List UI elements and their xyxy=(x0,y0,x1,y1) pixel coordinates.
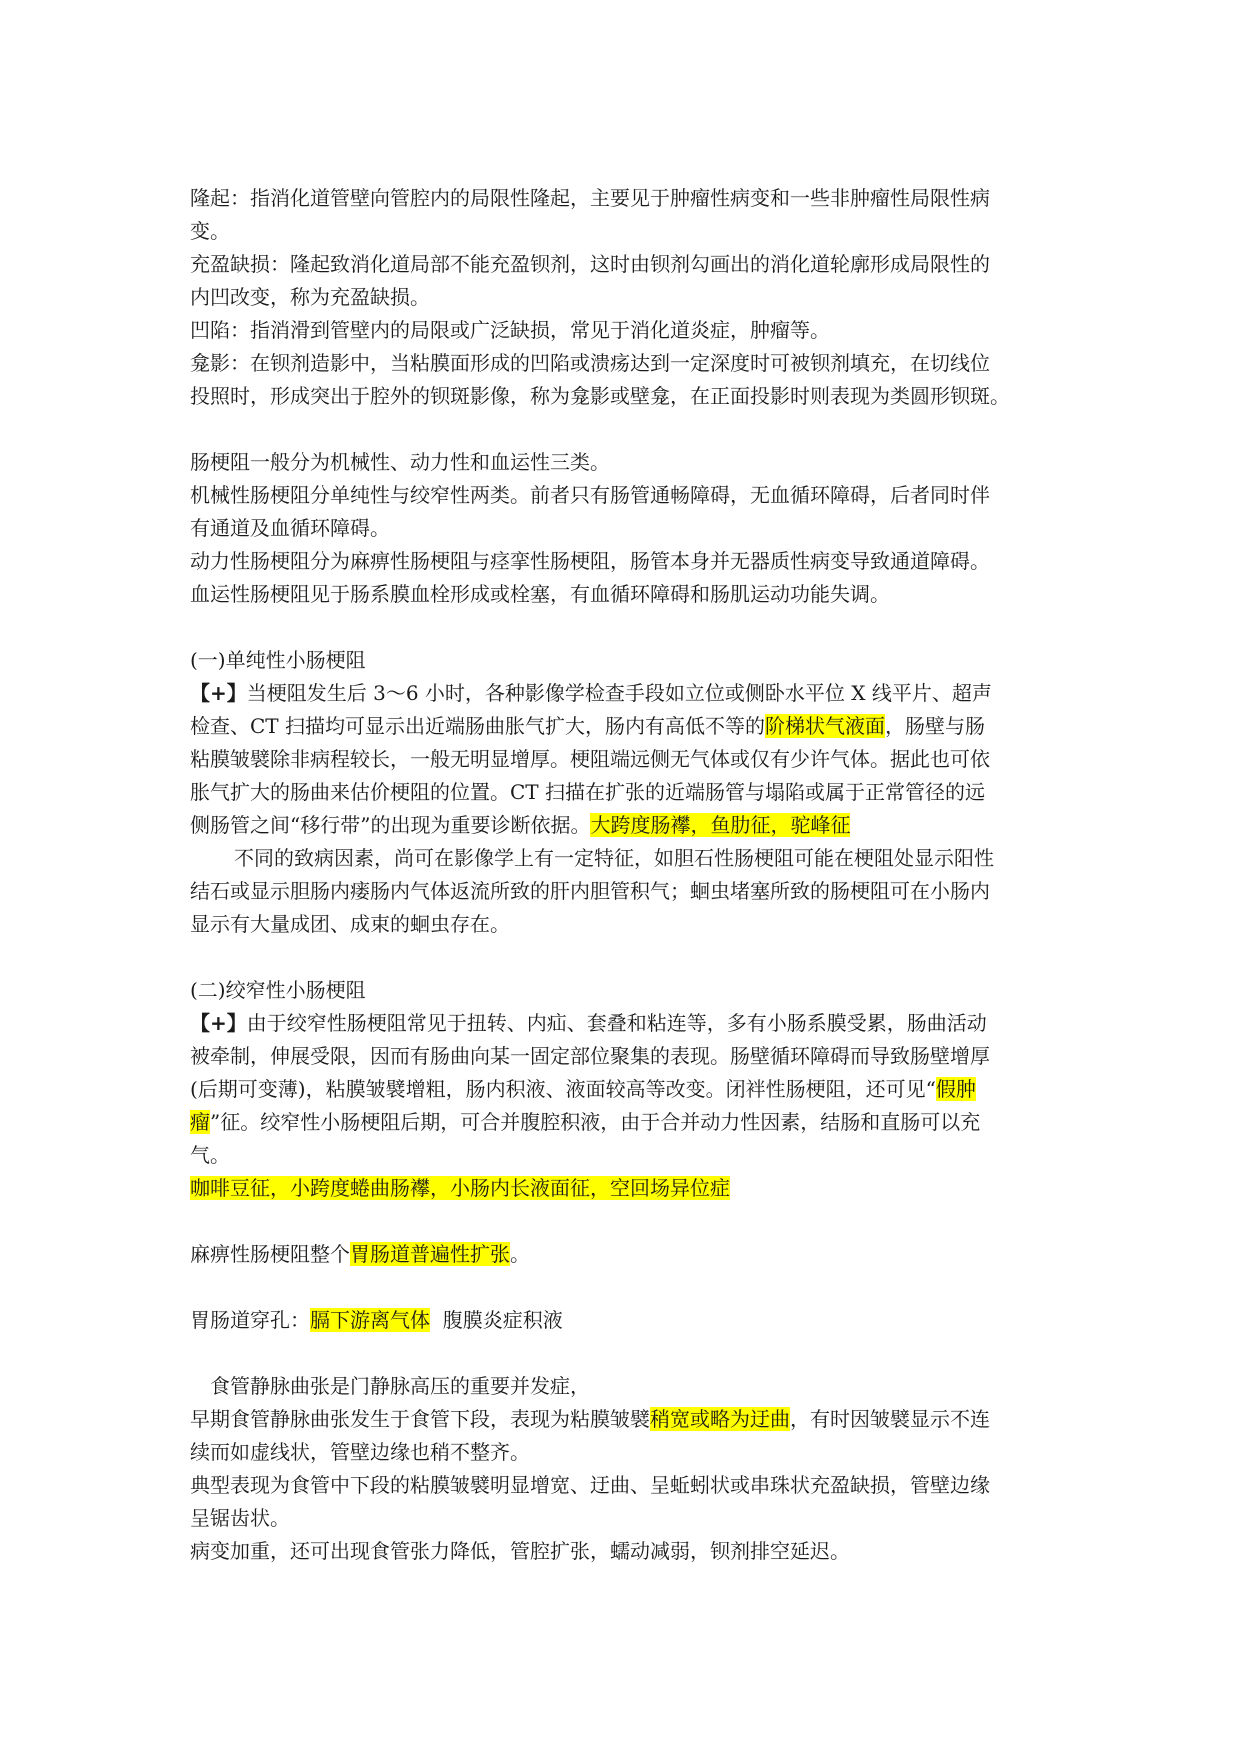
simple-line: 粘膜皱襞除非病程较长，一般无明显增厚。梗阻端远侧无气体或仅有少许气体。据此也可依 xyxy=(190,747,990,771)
section-heading-strangulated: (二)绞窄性小肠梗阻 xyxy=(190,978,366,1002)
strangulated-line: 瘤”征。绞窄性小肠梗阻后期，可合并腹腔积液，由于合并动力性因素，结肠和直肠可以充 xyxy=(190,1110,981,1134)
definition-line: 内凹改变，称为充盈缺损。 xyxy=(190,285,430,309)
section-heading-simple: (一)单纯性小肠梗阻 xyxy=(190,648,366,672)
obstruction-line: 血运性肠梗阻见于肠系膜血栓形成或栓塞，有血循环障碍和肠肌运动功能失调。 xyxy=(190,582,890,606)
document-body xyxy=(190,182,1070,1568)
highlighted-term: 假肿 xyxy=(935,1077,976,1101)
simple-line: 检查、CT 扫描均可显示出近端肠曲胀气扩大，肠内有高低不等的阶梯状气液面，肠壁与肠 xyxy=(190,714,985,738)
strangulated-line: 被牵制，伸展受限，因而有肠曲向某一固定部位聚集的表现。肠壁循环障碍而导致肠壁增厚 xyxy=(190,1044,990,1068)
highlighted-term: 稍宽或略为迂曲 xyxy=(650,1407,790,1431)
perforation-line: 胃肠道穿孔：膈下游离气体 腹膜炎症积液 xyxy=(190,1308,563,1332)
highlighted-signs: 咖啡豆征，小跨度蜷曲肠襻，小肠内长液面征，空回场异位症 xyxy=(190,1176,730,1200)
paragraph-gap xyxy=(190,941,1070,974)
simple-line: 侧肠管之间“移行带”的出现为重要诊断依据。大跨度肠襻，鱼肋征，驼峰征 xyxy=(190,813,851,837)
varices-line: 早期食管静脉曲张发生于食管下段，表现为粘膜皱襞稍宽或略为迂曲，有时因皱襞显示不连 xyxy=(190,1407,990,1431)
obstruction-line: 肠梗阻一般分为机械性、动力性和血运性三类。 xyxy=(190,450,610,474)
definition-line: 凹陷：指消滑到管壁内的局限或广泛缺损，常见于消化道炎症，肿瘤等。 xyxy=(190,318,830,342)
simple-line: 不同的致病因素，尚可在影像学上有一定特征，如胆石性肠梗阻可能在梗阻处显示阳性 xyxy=(234,846,994,870)
simple-line: 【+】当梗阻发生后 3～6 小时，各种影像学检查手段如立位或侧卧水平位 X 线平片、超声 xyxy=(190,681,992,705)
highlighted-signs: 大跨度肠襻，鱼肋征，驼峰征 xyxy=(590,813,851,837)
paragraph-gap xyxy=(190,413,1070,446)
strangulated-line: 气。 xyxy=(190,1143,230,1167)
definition-line: 变。 xyxy=(190,219,230,243)
definition-line: 龛影：在钡剂造影中，当粘膜面形成的凹陷或溃疡达到一定深度时可被钡剂填充，在切线位 xyxy=(190,351,990,375)
obstruction-line: 动力性肠梗阻分为麻痹性肠梗阻与痉挛性肠梗阻，肠管本身并无器质性病变导致通道障碍。 xyxy=(190,549,990,573)
paragraph-gap xyxy=(190,1337,1070,1370)
plus-mark: 【+】 xyxy=(190,681,247,705)
definition-line: 投照时，形成突出于腔外的钡斑影像，称为龛影或壁龛，在正面投影时则表现为类圆形钡斑。 xyxy=(190,384,1010,408)
simple-line: 胀气扩大的肠曲来估价梗阻的位置。CT 扫描在扩张的近端肠管与塌陷或属于正常管径的远 xyxy=(190,780,985,804)
definition-line: 充盈缺损：隆起致消化道局部不能充盈钡剂，这时由钡剂勾画出的消化道轮廓形成局限性的 xyxy=(190,252,990,276)
highlighted-term: 膈下游离气体 xyxy=(310,1308,430,1332)
obstruction-line: 有通道及血循环障碍。 xyxy=(190,516,390,540)
paragraph-gap xyxy=(190,1205,1070,1238)
definition-line: 隆起：指消化道管壁向管腔内的局限性隆起，主要见于肿瘤性病变和一些非肿瘤性局限性病 xyxy=(190,186,990,210)
paragraph-gap xyxy=(190,611,1070,644)
varices-line: 呈锯齿状。 xyxy=(190,1506,290,1530)
highlighted-term: 胃肠道普遍性扩张 xyxy=(350,1242,510,1266)
highlighted-term: 瘤 xyxy=(190,1110,210,1134)
varices-line: 病变加重，还可出现食管张力降低，管腔扩张，蠕动减弱，钡剂排空延迟。 xyxy=(190,1539,850,1563)
simple-line: 结石或显示胆肠内瘘肠内气体返流所致的肝内胆管积气；蛔虫堵塞所致的肠梗阻可在小肠内 xyxy=(190,879,990,903)
highlighted-term: 阶梯状气液面 xyxy=(765,714,885,738)
strangulated-line: 【+】由于绞窄性肠梗阻常见于扭转、内疝、套叠和粘连等，多有小肠系膜受累，肠曲活动 xyxy=(190,1011,987,1035)
varices-line: 食管静脉曲张是门静脉高压的重要并发症， xyxy=(210,1374,590,1398)
simple-line: 显示有大量成团、成束的蛔虫存在。 xyxy=(190,912,510,936)
varices-line: 典型表现为食管中下段的粘膜皱襞明显增宽、迂曲、呈蚯蚓状或串珠状充盈缺损，管壁边缘 xyxy=(190,1473,990,1497)
varices-line: 续而如虚线状，管壁边缘也稍不整齐。 xyxy=(190,1440,530,1464)
strangulated-line: (后期可变薄)，粘膜皱襞增粗，肠内积液、液面较高等改变。闭袢性肠梗阻，还可见“假肿 xyxy=(190,1077,976,1101)
plus-mark: 【+】 xyxy=(190,1011,247,1035)
paralytic-line: 麻痹性肠梗阻整个胃肠道普遍性扩张。 xyxy=(190,1242,530,1266)
obstruction-line: 机械性肠梗阻分单纯性与绞窄性两类。前者只有肠管通畅障碍，无血循环障碍，后者同时伴 xyxy=(190,483,990,507)
strangulated-signs-line xyxy=(190,1172,1070,1205)
paragraph-gap xyxy=(190,1271,1070,1304)
